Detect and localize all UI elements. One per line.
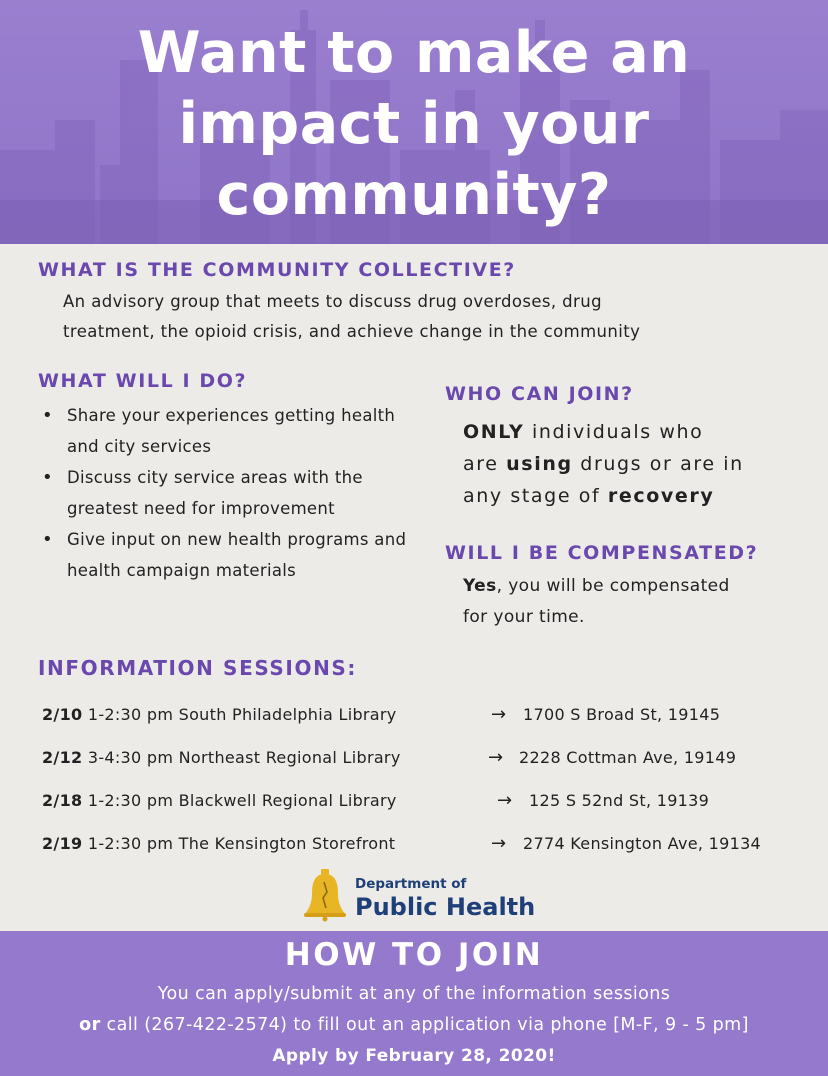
session-address: 2228 Cottman Ave, 19149 bbox=[519, 748, 737, 767]
session-desc: 1-2:30 pm South Philadelphia Library bbox=[82, 705, 397, 724]
section-heading-who-join: WHO CAN JOIN? bbox=[445, 383, 634, 405]
footer-line-1: You can apply/submit at any of the information sessions bbox=[157, 984, 671, 1004]
session-date: 2/12 bbox=[42, 748, 83, 767]
what-is-line-1: An advisory group that meets to discuss drug overdoses, drug bbox=[63, 292, 602, 311]
department-logo bbox=[302, 868, 552, 926]
logo-line-2: Public Health bbox=[355, 893, 536, 921]
who-join-line-1 bbox=[463, 416, 703, 448]
footer-call-text: call (267-422-2574) to fill out an application via phone [M-F, 9 - 5 pm] bbox=[100, 1015, 749, 1035]
section-heading-info-sessions: INFORMATION SESSIONS: bbox=[38, 656, 358, 680]
session-desc: 1-2:30 pm The Kensington Storefront bbox=[82, 834, 396, 853]
session-address: 1700 S Broad St, 19145 bbox=[523, 705, 721, 724]
compensated-line-1 bbox=[463, 576, 730, 596]
list-item: • Share your experiences getting health and city services bbox=[38, 400, 418, 462]
list-item: • Give input on new health programs and health campaign materials bbox=[38, 524, 418, 586]
session-desc: 1-2:30 pm Blackwell Regional Library bbox=[82, 791, 397, 810]
only-text: ONLY bbox=[463, 421, 525, 443]
compensated-text: , you will be compensated bbox=[496, 576, 730, 596]
arrow-icon: → bbox=[488, 747, 504, 768]
section-heading-what-is: WHAT IS THE COMMUNITY COLLECTIVE? bbox=[38, 259, 516, 281]
deadline-text: Apply by February 28, 2020! bbox=[272, 1046, 556, 1066]
session-row bbox=[42, 833, 762, 864]
using-text: using bbox=[506, 453, 573, 475]
yes-text: Yes bbox=[463, 576, 497, 596]
footer-line-2 bbox=[0, 1015, 828, 1035]
logo-line-1: Department of bbox=[355, 876, 467, 892]
who-join-text: are bbox=[463, 453, 507, 475]
session-row bbox=[42, 747, 737, 778]
arrow-icon: → bbox=[497, 790, 513, 811]
session-date: 2/10 bbox=[42, 705, 83, 724]
session-address: 2774 Kensington Ave, 19134 bbox=[523, 834, 762, 853]
arrow-icon: → bbox=[491, 833, 507, 854]
session-row bbox=[42, 790, 710, 821]
who-join-line-2 bbox=[463, 448, 744, 480]
hero-banner bbox=[0, 0, 828, 244]
session-address: 125 S 52nd St, 19139 bbox=[529, 791, 710, 810]
section-heading-compensated: WILL I BE COMPENSATED? bbox=[445, 542, 759, 564]
session-row bbox=[42, 704, 721, 735]
session-desc: 3-4:30 pm Northeast Regional Library bbox=[82, 748, 401, 767]
section-heading-will-do: WHAT WILL I DO? bbox=[38, 370, 248, 392]
who-join-text: any stage of bbox=[463, 485, 608, 507]
what-is-line-2: treatment, the opioid crisis, and achieve change in the community bbox=[63, 322, 641, 341]
liberty-bell-icon bbox=[302, 868, 348, 922]
who-join-text: drugs or are in bbox=[572, 453, 744, 475]
recovery-text: recovery bbox=[607, 485, 715, 507]
how-to-join-banner bbox=[0, 931, 828, 1076]
compensated-line-2: for your time. bbox=[463, 607, 585, 627]
who-join-line-3 bbox=[463, 480, 714, 512]
list-item: • Discuss city service areas with the greatest need for improvement bbox=[38, 462, 418, 524]
headline: Want to make an impact in your community? bbox=[137, 20, 691, 228]
who-join-text: individuals who bbox=[524, 421, 704, 443]
will-do-list bbox=[38, 400, 418, 586]
session-date: 2/19 bbox=[42, 834, 83, 853]
or-text: or bbox=[79, 1015, 101, 1035]
arrow-icon: → bbox=[491, 704, 507, 725]
session-date: 2/18 bbox=[42, 791, 83, 810]
how-to-join-title: HOW TO JOIN bbox=[284, 937, 544, 973]
